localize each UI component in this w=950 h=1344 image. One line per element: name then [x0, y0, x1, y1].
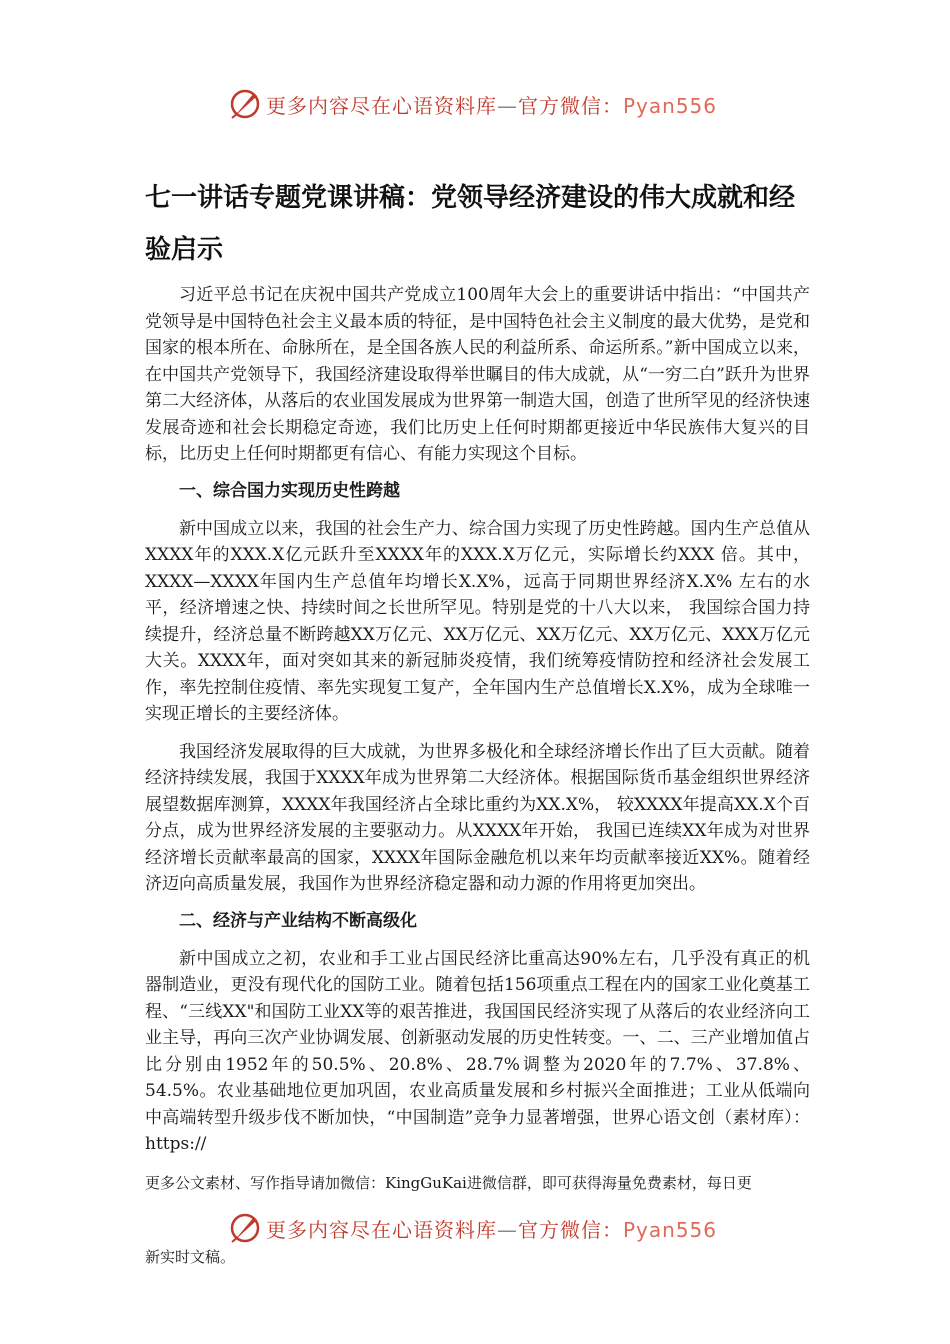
footer-tail: 新实时文稿。 — [145, 1248, 236, 1266]
paragraph-contribution: 我国经济发展取得的巨大成就，为世界多极化和全球经济增长作出了巨大贡献。随着经济持续发展，我国于XXXX年成为世界第二大经济体。根据国际货币基金组织世界经济展望数据库测算，XXXX年我国经济占全球比重约为XX.X%， 较XXXX年提高XX.X个百分点，成为世界经济发展的主要驱动力。从XXXX年开始， 我国已连续XX年成为对世界经济增长贡献率最高的国家，XXXX年国际金融危机以来年均贡献率接近XX%。随着经济迈向高质量发展，我国作为世界经济稳定器和动力源的作用将更加突出。 — [145, 741, 810, 894]
paragraph-industry: 新中国成立之初，农业和手工业占国民经济比重高达90%左右，几乎没有真正的机器制造业，更没有现代化的国防工业。随着包括156项重点工程在内的国家工业化奠基工程、“三线XX"和国防工业XX等的艰苦推进，我国国民经济实现了从落后的农业经济向工业主导，再向三次产业协调发展、创新驱动发展的历史性转变。一、二、三产业增加值占比分别由1952年的50.5%、20.8%、28.7%调整为2020年的7.7%、37.8%、54.5%。农业基础地位更加巩固，农业高质量发展和乡村振兴全面推进；工业从低端向中高端转型升级步伐不断加快，“中国制造”竞争力显著增强，世界心语文创（素材库）：https:// — [145, 948, 810, 1154]
section-heading-2: 二、经济与产业结构不断高级化 — [179, 910, 417, 931]
footer-banner — [228, 1210, 768, 1246]
paragraph-intro: 习近平总书记在庆祝中国共产党成立100周年大会上的重要讲话中指出：“中国共产党领导是中国特色社会主义最本质的特征，是中国特色社会主义制度的最大优势，是党和国家的根本所在、命脉所在，是全国各族人民的利益所系、命运所系。”新中国成立以来，在中国共产党领导下，我国经济建设取得举世瞩目的伟大成就，从“一穷二白”跃升为世界第二大经济体，从落后的农业国发展成为世界第一制造大国，创造了世所罕见的经济快速发展奇迹和社会长期稳定奇迹，我们比历史上任何时期都更接近中华民族伟大复兴的目标，比历史上任何时期都更有信心、有能力实现这个目标。 — [145, 285, 810, 464]
banner-text: 更多内容尽在心语资料库—官方微信：Pyan556 — [266, 1217, 718, 1242]
header-banner — [228, 86, 768, 122]
paragraph-gdp: 新中国成立以来，我国的社会生产力、综合国力实现了历史性跨越。国内生产总值从XXXX年的XXX.X亿元跃升至XXXX年的XXX.X万亿元，实际增长约XXX 倍。其中，XXXX—XXXX年国内生产总值年均增长X.X%，远高于同期世界经济X.X% 左右的水平，经济增速之快、持续时间之长世所罕见。特别是党的十八大以来， 我国综合国力持续提升，经济总量不断跨越XX万亿元、XX万亿元、XX万亿元、XX万亿元、XXX万亿元大关。XXXX年，面对突如其来的新冠肺炎疫情，我们统筹疫情防控和经济社会发展工作，率先控制住疫情、率先实现复工复产，全年国内生产总值增长X.X%，成为全球唯一实现正增长的主要经济体。 — [145, 518, 810, 724]
article-body — [145, 282, 810, 1158]
quill-pen-logo-icon — [228, 87, 262, 121]
banner-text: 更多内容尽在心语资料库—官方微信：Pyan556 — [266, 93, 718, 118]
quill-pen-logo-icon — [228, 1211, 262, 1245]
page-title: 七一讲话专题党课讲稿：党领导经济建设的伟大成就和经验启示 — [145, 183, 796, 265]
footer-note: 更多公文素材、写作指导请加微信：KingGuKai进微信群，即可获得海量免费素材，每日更 — [145, 1174, 752, 1192]
section-heading-1: 一、综合国力实现历史性跨越 — [179, 480, 400, 501]
